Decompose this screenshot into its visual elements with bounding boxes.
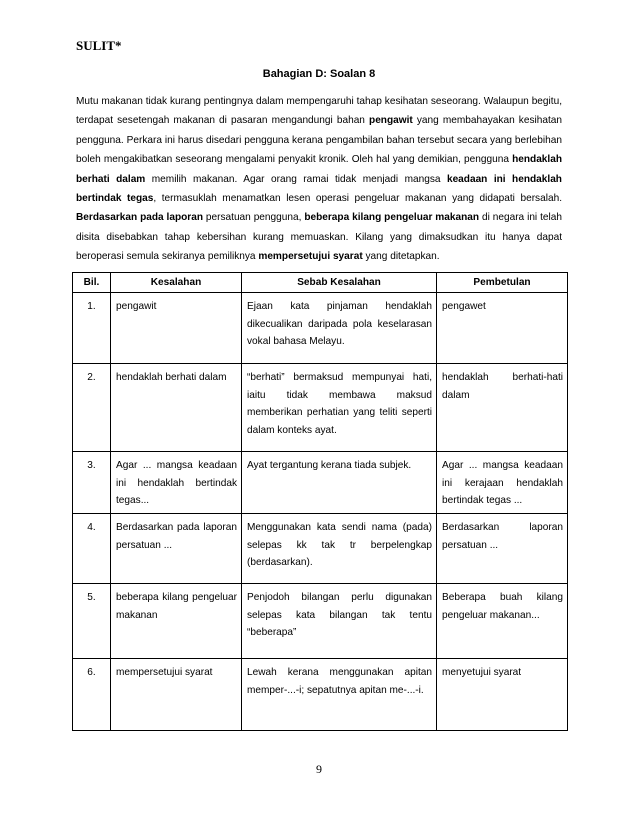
cell-pembetulan: Beberapa buah kilang pengeluar makanan... (437, 584, 568, 659)
header-sebab-kesalahan: Sebab Kesalahan (242, 273, 437, 293)
cell-kesalahan: hendaklah berhati dalam (111, 364, 242, 452)
cell-sebab-kesalahan: “berhati” bermaksud mempunyai hati, iaitu tidak membawa maksud memberikan perhatian yang teliti seperti dalam konteks ayat. (242, 364, 437, 452)
highlighted-error-text: Berdasarkan pada laporan (76, 212, 203, 224)
highlighted-error-text: keadaan ini hendaklah bertindak tegas (76, 173, 562, 205)
paragraph-text: yang membahayakan kesihatan pengguna. Perkara ini harus disedari pengguna kerana pengambilan bahan tersebut secara yang berlebihan boleh mengakibatkan seseorang mengalami penyakit kronik. Oleh hal yang demikian, pengguna (76, 115, 562, 166)
cell-kesalahan: Berdasarkan pada laporan persatuan ... (111, 514, 242, 584)
section-title: Bahagian D: Soalan 8 (262, 68, 376, 80)
cell-sebab-kesalahan: Menggunakan kata sendi nama (pada) selepas kk tak tr berpelengkap (berdasarkan). (242, 514, 437, 584)
cell-sebab-kesalahan: Lewah kerana menggunakan apitan memper-...-i; sepatutnya apitan me-...-i. (242, 659, 437, 731)
cell-bil: 2. (73, 364, 111, 452)
cell-sebab-kesalahan: Ayat tergantung kerana tiada subjek. (242, 452, 437, 514)
paragraph-text: , termasuklah menamatkan lesen operasi pengeluar makanan yang didapati bersalah. (153, 193, 562, 205)
table-row (73, 584, 568, 659)
header-kesalahan: Kesalahan (111, 273, 242, 293)
cell-bil: 3. (73, 452, 111, 514)
cell-bil: 5. (73, 584, 111, 659)
table-header-row (73, 273, 568, 293)
paragraph-text: persatuan pengguna, (202, 212, 305, 224)
paragraph-text: Mutu makanan tidak kurang pentingnya dalam mempengaruhi tahap kesihatan seseorang. Walaupun begitu, terdapat sesetengah makanan di pasaran mengandungi bahan (76, 96, 562, 127)
cell-sebab-kesalahan: Penjodoh bilangan perlu digunakan selepas kata bilangan tak tentu “beberapa” (242, 584, 437, 659)
error-correction-table (72, 272, 568, 731)
cell-bil: 6. (73, 659, 111, 731)
header-bil: Bil. (73, 273, 111, 293)
table-row (73, 293, 568, 364)
cell-kesalahan: beberapa kilang pengeluar makanan (111, 584, 242, 659)
cell-pembetulan: Berdasarkan laporan persatuan ... (437, 514, 568, 584)
paragraph-text: memilih makanan. Agar orang ramai tidak menjadi mangsa (145, 173, 447, 185)
header-pembetulan: Pembetulan (437, 273, 568, 293)
header-label: SULIT* (76, 38, 122, 53)
cell-pembetulan: Agar ... mangsa keadaan ini kerajaan hendaklah bertindak tegas ... (437, 452, 568, 514)
highlighted-error-text: pengawit (369, 115, 413, 127)
highlighted-error-text: hendaklah berhati dalam (76, 154, 562, 185)
cell-kesalahan: Agar ... mangsa keadaan ini hendaklah bertindak tegas... (111, 452, 242, 514)
page-number: 9 (316, 762, 322, 776)
table-row (73, 659, 568, 731)
table-row (73, 514, 568, 584)
highlighted-error-text: mempersetujui syarat (258, 251, 363, 263)
table-row (73, 364, 568, 452)
cell-kesalahan: mempersetujui syarat (111, 659, 242, 731)
cell-kesalahan: pengawit (111, 293, 242, 364)
cell-bil: 4. (73, 514, 111, 584)
paragraph-text: yang ditetapkan. (362, 251, 440, 263)
cell-pembetulan: pengawet (437, 293, 568, 364)
cell-pembetulan: hendaklah berhati-hati dalam (437, 364, 568, 452)
cell-bil: 1. (73, 293, 111, 364)
table-row (73, 452, 568, 514)
paragraph-text: di negara ini telah disita disebabkan tahap kebersihan kurang memuaskan. Kilang yang dimaksudkan itu hanya dapat beroperasi semula sekiranya pemiliknya (76, 212, 562, 263)
highlighted-error-text: beberapa kilang pengeluar makanan (304, 212, 480, 224)
passage-paragraph (76, 92, 562, 267)
cell-pembetulan: menyetujui syarat (437, 659, 568, 731)
cell-sebab-kesalahan: Ejaan kata pinjaman hendaklah dikecualikan daripada pola keselarasan vokal bahasa Melayu. (242, 293, 437, 364)
